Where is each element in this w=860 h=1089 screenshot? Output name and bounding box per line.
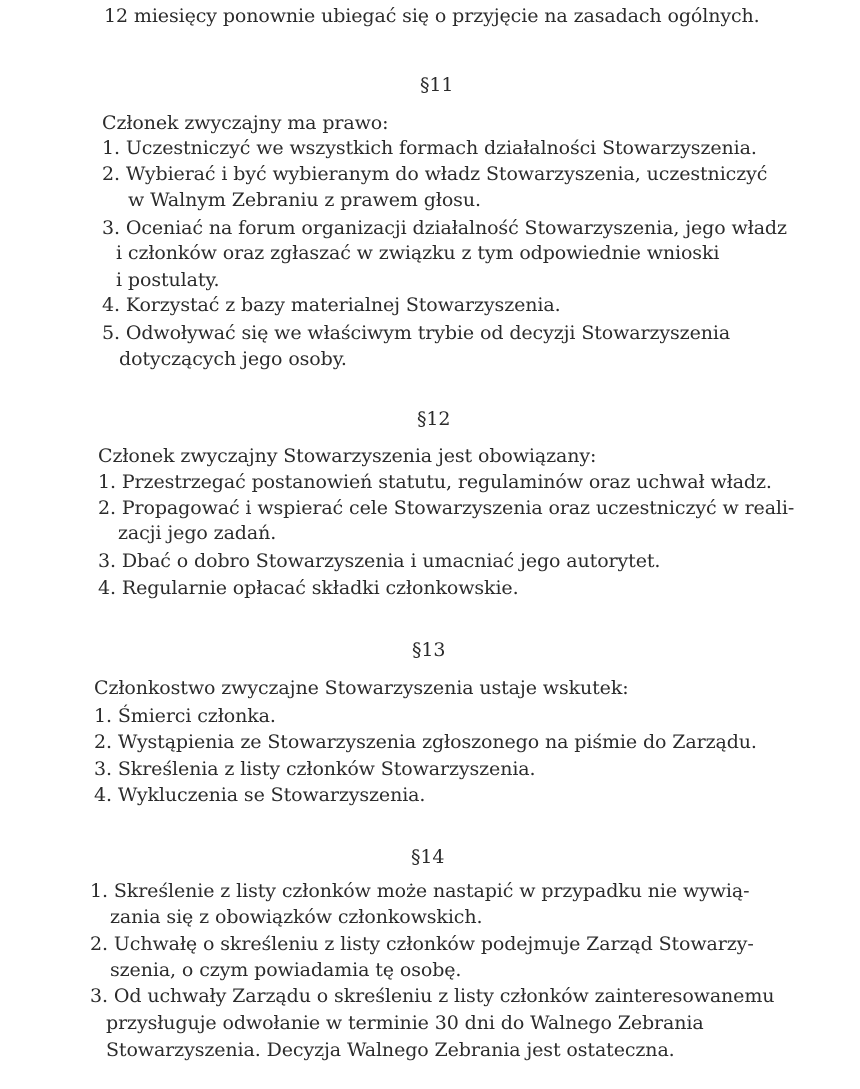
section-11-item-1: 1. Uczestniczyć we wszystkich formach działalności Stowarzyszenia.: [102, 137, 757, 159]
section-11-item-3-cont: i członków oraz zgłaszać w związku z tym odpowiednie wnioski: [116, 242, 720, 264]
section-11-item-3: 3. Oceniać na forum organizacji działalność Stowarzyszenia, jego władz: [102, 217, 787, 239]
section-11-heading: §11: [420, 74, 454, 96]
section-14-item-3-cont: przysługuje odwołanie w terminie 30 dni do Walnego Zebrania: [106, 1012, 704, 1034]
section-13-item-3: 3. Skreślenia z listy członków Stowarzyszenia.: [94, 758, 536, 780]
section-12-item-4: 4. Regularnie opłacać składki członkowskie.: [98, 577, 519, 599]
section-13-item-1: 1. Śmierci członka.: [94, 705, 276, 727]
section-12-item-1: 1. Przestrzegać postanowień statutu, regulaminów oraz uchwał władz.: [98, 471, 772, 493]
section-11-item-2: 2. Wybierać i być wybieranym do władz Stowarzyszenia, uczestniczyć: [102, 163, 768, 185]
section-14-item-1-cont: zania się z obowiązków członkowskich.: [110, 906, 483, 928]
section-13-heading: §13: [412, 639, 446, 661]
section-12-item-2: 2. Propagować i wspierać cele Stowarzyszenia oraz uczestniczyć w reali-: [98, 497, 795, 519]
section-11-item-3-cont: i postulaty.: [116, 269, 220, 291]
section-12-lead: Członek zwyczajny Stowarzyszenia jest obowiązany:: [98, 445, 597, 467]
section-11-item-2-cont: w Walnym Zebraniu z prawem głosu.: [128, 189, 481, 211]
section-11-item-4: 4. Korzystać z bazy materialnej Stowarzyszenia.: [102, 294, 561, 316]
intro-tail-line: 12 miesięcy ponownie ubiegać się o przyjęcie na zasadach ogólnych.: [104, 5, 760, 27]
section-12-item-2-cont: zacji jego zadań.: [118, 522, 277, 544]
section-14-item-2-cont: szenia, o czym powiadamia tę osobę.: [110, 959, 462, 981]
section-11-item-5: 5. Odwoływać się we właściwym trybie od decyzji Stowarzyszenia: [102, 322, 731, 344]
section-14-heading: §14: [411, 846, 445, 868]
section-14-item-3: 3. Od uchwały Zarządu o skreśleniu z listy członków zainteresowanemu: [90, 985, 775, 1007]
section-13-lead: Członkostwo zwyczajne Stowarzyszenia ustaje wskutek:: [94, 677, 629, 699]
section-14-item-2: 2. Uchwałę o skreśleniu z listy członków podejmuje Zarząd Stowarzy-: [90, 933, 754, 955]
section-13-item-2: 2. Wystąpienia ze Stowarzyszenia zgłoszonego na piśmie do Zarządu.: [94, 731, 757, 753]
section-13-item-4: 4. Wykluczenia se Stowarzyszenia.: [94, 784, 426, 806]
section-12-heading: §12: [417, 408, 451, 430]
section-14-item-1: 1. Skreślenie z listy członków może nastapić w przypadku nie wywią-: [90, 880, 750, 902]
section-11-item-5-cont: dotyczących jego osoby.: [119, 348, 347, 370]
section-12-item-3: 3. Dbać o dobro Stowarzyszenia i umacniać jego autorytet.: [98, 550, 661, 572]
section-11-lead: Członek zwyczajny ma prawo:: [102, 112, 389, 134]
section-14-item-3-cont: Stowarzyszenia. Decyzja Walnego Zebrania jest ostateczna.: [106, 1039, 675, 1061]
